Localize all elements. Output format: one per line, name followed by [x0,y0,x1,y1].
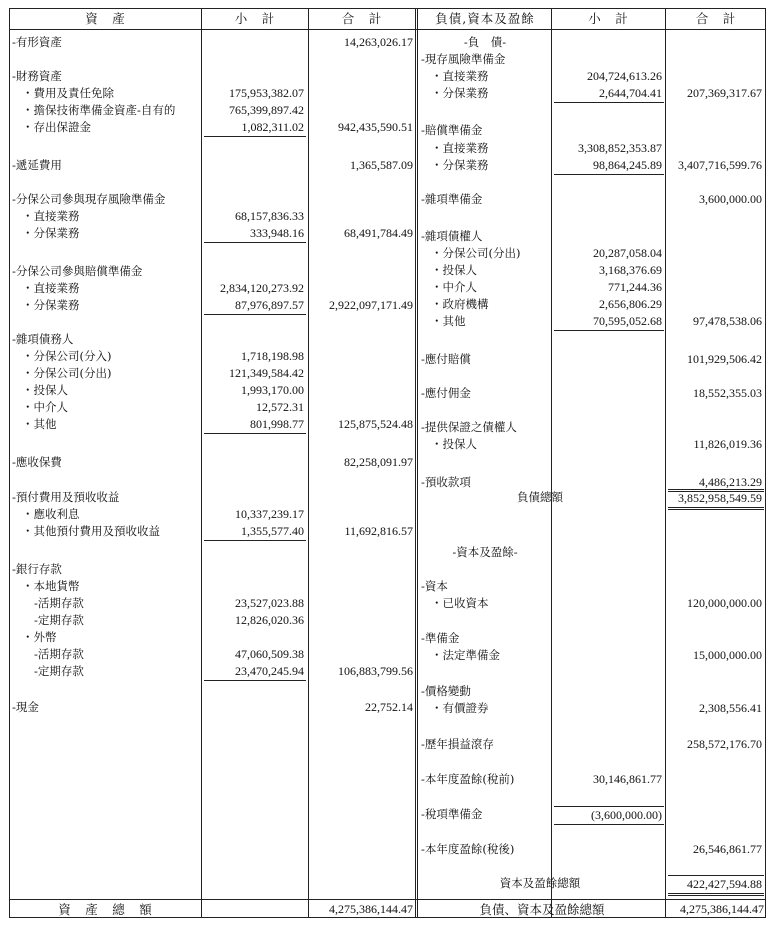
liability-row-label: -本年度盈餘(稅後) [421,842,515,856]
asset-row-subtotal: 12,572.31 [256,400,304,414]
asset-row-label: ・擔保技術準備金資產-自有的 [22,103,176,117]
liability-row-label: -現存風險準備金 [421,52,506,66]
asset-row-total: 125,875,524.48 [338,417,413,431]
asset-row-subtotal: 47,060,509.38 [235,647,304,661]
balance-sheet-table [9,8,766,918]
liability-row-subtotal: 98,864,245.89 [554,157,664,175]
header-subtotal-left: 小 計 [234,11,276,26]
header-liabilities: 負債,資本及盈餘 [435,11,535,26]
liability-row-label: ・投保人 [431,263,477,277]
liability-row-subtotal: (3,600,000.00) [554,806,664,825]
liability-row-label: ・法定準備金 [431,648,500,662]
liability-row-subtotal: 204,724,613.26 [587,69,662,83]
liability-row-label: ・分保業務 [431,158,489,172]
liability-row-subtotal: 3,308,852,353.87 [578,141,662,155]
asset-row-label: -活期存款 [34,596,84,610]
asset-row-label: -有形資產 [12,35,62,49]
liability-row-label: -本年度盈餘(稅前) [421,772,515,786]
liability-row-label: -歷年損益滾存 [421,737,494,751]
liability-row-label: -雜項債權人 [421,229,483,243]
liability-row-label: ・分保業務 [431,86,489,100]
liability-row-label: -預收款項 [421,475,471,489]
liability-row-label: ・其他 [431,314,466,328]
liability-row-total: 258,572,176.70 [687,737,762,751]
liability-row-label: -應付賠償 [421,352,471,366]
asset-row-label: ・其他預付費用及預收收益 [22,524,160,538]
asset-row-total: 82,258,091.97 [344,455,413,469]
asset-row-label: ・其他 [22,417,57,431]
asset-row-label: -預付費用及預收收益 [12,490,120,504]
header-assets: 資 產 [85,11,126,26]
asset-row-subtotal: 175,953,382.07 [229,86,304,100]
header-total-right: 合 計 [695,11,737,26]
liability-row-label: ・中介人 [431,280,477,294]
asset-row-subtotal: 121,349,584.42 [229,366,304,380]
asset-row-subtotal: 801,998.77 [204,416,306,434]
liability-row-label: ・已收資本 [431,596,489,610]
asset-row-subtotal: 87,976,897.57 [204,297,306,315]
asset-row-label: ・直接業務 [22,209,80,223]
asset-row-subtotal: 1,355,577.40 [204,523,306,541]
asset-row-label: ・直接業務 [22,281,80,295]
liability-row-subtotal: 30,146,861.77 [593,772,662,786]
liability-row-total: 3,852,958,549.59 [668,489,764,510]
asset-row-total: 942,435,590.51 [338,120,413,134]
asset-row-subtotal: 1,993,170.00 [241,383,304,397]
asset-row-total: 11,692,816.57 [344,524,413,538]
liability-row-label: ・有價證券 [431,701,489,715]
liability-row-total: 3,407,716,599.76 [678,158,762,172]
asset-row-subtotal: 68,157,836.33 [235,209,304,223]
liability-row-total: 26,546,861.77 [693,842,762,856]
asset-row-subtotal: 1,082,311.02 [204,119,306,137]
center-double-divider [415,9,418,917]
liabilities-total-label: 負債、資本及盈餘總額 [479,902,605,917]
col-divider [665,9,666,917]
asset-row-label: ・中介人 [22,400,68,414]
liability-row-total: 4,486,213.29 [668,474,764,492]
asset-row-label: -雜項債務人 [12,332,74,346]
liability-row-label: -提供保證之債權人 [421,420,517,434]
asset-row-subtotal: 23,527,023.88 [235,596,304,610]
asset-row-label: -分保公司參與賠償準備金 [12,264,143,278]
asset-row-label: -遞延費用 [12,158,62,172]
asset-row-label: -財務資產 [12,69,62,83]
liability-row-total: 15,000,000.00 [693,648,762,662]
asset-row-label: -銀行存款 [12,562,62,576]
liability-row-label: ・直接業務 [431,69,489,83]
asset-row-label: -活期存款 [34,647,84,661]
liabilities-total-value: 4,275,386,144.47 [680,902,764,916]
liability-row-total: 97,478,538.06 [693,314,762,328]
asset-row-label: ・分保公司(分出) [22,366,112,380]
liability-row-label: -準備金 [421,631,460,645]
asset-row-label: ・應收利息 [22,507,80,521]
asset-row-label: -定期存款 [34,613,84,627]
liability-row-total: 120,000,000.00 [687,596,762,610]
liability-row-label: -稅項準備金 [421,807,483,821]
liability-row-subtotal: 20,287,058.04 [593,246,662,260]
asset-row-subtotal: 2,834,120,273.92 [220,281,304,295]
asset-row-subtotal: 765,399,897.42 [229,103,304,117]
liability-row-subtotal: 2,656,806.29 [599,297,662,311]
header-subtotal-right: 小 計 [588,11,629,26]
liability-row-total: 422,427,594.88 [668,875,764,896]
liability-row-label: -雜項準備金 [421,192,483,206]
header-total-left: 合 計 [341,11,383,26]
liability-row-total: 11,826,019.36 [693,437,762,451]
liability-row-subtotal: 3,168,376.69 [599,263,662,277]
liability-row-label: ・政府機構 [431,297,489,311]
asset-row-subtotal: 333,948.16 [204,225,306,243]
asset-row-subtotal: 10,337,239.17 [235,507,304,521]
col-divider [201,9,202,917]
asset-row-total: 22,752.14 [365,700,413,714]
liability-row-total: 101,929,506.42 [687,352,762,366]
liability-row-total: 18,552,355.03 [693,386,762,400]
liability-row-label: -資本 [421,579,448,593]
asset-row-label: ・分保業務 [22,298,80,312]
asset-row-subtotal: 23,470,245.94 [204,663,306,681]
asset-row-total: 1,365,587.09 [350,158,413,172]
col-divider [551,9,552,917]
liability-row-subtotal: 771,244.36 [608,280,662,294]
liability-row-label: -負 債- [463,35,507,49]
liability-row-label: ・直接業務 [431,141,489,155]
asset-row-total: 2,922,097,171.49 [329,298,413,312]
liability-row-total: 3,600,000.00 [699,192,762,206]
liability-row-subtotal: 2,644,704.41 [554,85,664,103]
asset-row-label: ・存出保證金 [22,120,91,134]
asset-row-label: ・投保人 [22,383,68,397]
asset-row-label: -現金 [12,700,39,714]
asset-row-label: ・分保業務 [22,226,80,240]
liability-row-label: ・分保公司(分出) [431,246,521,260]
asset-row-total: 14,263,026.17 [344,35,413,49]
asset-row-total: 68,491,784.49 [344,226,413,240]
asset-row-label: ・費用及責任免除 [22,86,114,100]
liability-row-label: -應付佣金 [421,386,471,400]
liability-row-subtotal: 70,595,052.68 [554,313,664,331]
liability-row-total: 2,308,556.41 [699,701,762,715]
asset-row-label: ・本地貨幣 [22,579,80,593]
asset-row-subtotal: 12,826,020.36 [235,613,304,627]
liability-row-label: 負債總額 [517,490,563,504]
asset-row-label: -應收保費 [12,455,62,469]
liability-row-label: -資本及盈餘- [452,545,518,559]
header-divider [10,29,765,30]
liability-row-label: -賠償準備金 [421,123,483,137]
liability-row-label: ・投保人 [431,437,477,451]
liability-row-label: 資本及盈餘總額 [499,876,581,890]
asset-row-label: -分保公司參與現存風險準備金 [12,192,166,206]
total-divider [10,899,765,900]
assets-total-label: 資 產 總 額 [58,902,153,917]
liability-row-total: 207,369,317.67 [687,86,762,100]
asset-row-total: 106,883,799.56 [338,664,413,678]
asset-row-label: ・分保公司(分入) [22,349,112,363]
asset-row-label: -定期存款 [34,664,84,678]
asset-row-subtotal: 1,718,198.98 [241,349,304,363]
assets-total-value: 4,275,386,144.47 [329,902,413,916]
liability-row-label: -價格變動 [421,684,471,698]
asset-row-label: ・外幣 [22,630,57,644]
